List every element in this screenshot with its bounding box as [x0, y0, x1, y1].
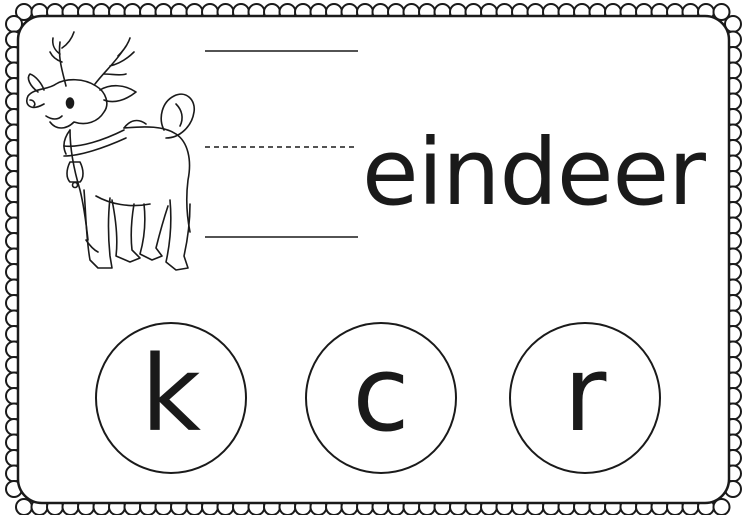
letter-choice-label: c — [352, 333, 410, 455]
letter-choice-c[interactable] — [305, 322, 457, 474]
letter-choice-label: k — [140, 333, 202, 455]
letter-choice-r[interactable] — [509, 322, 661, 474]
letter-choice-k[interactable] — [95, 322, 247, 474]
word-suffix: eindeer — [362, 119, 705, 226]
letter-choice-label: r — [563, 333, 607, 455]
